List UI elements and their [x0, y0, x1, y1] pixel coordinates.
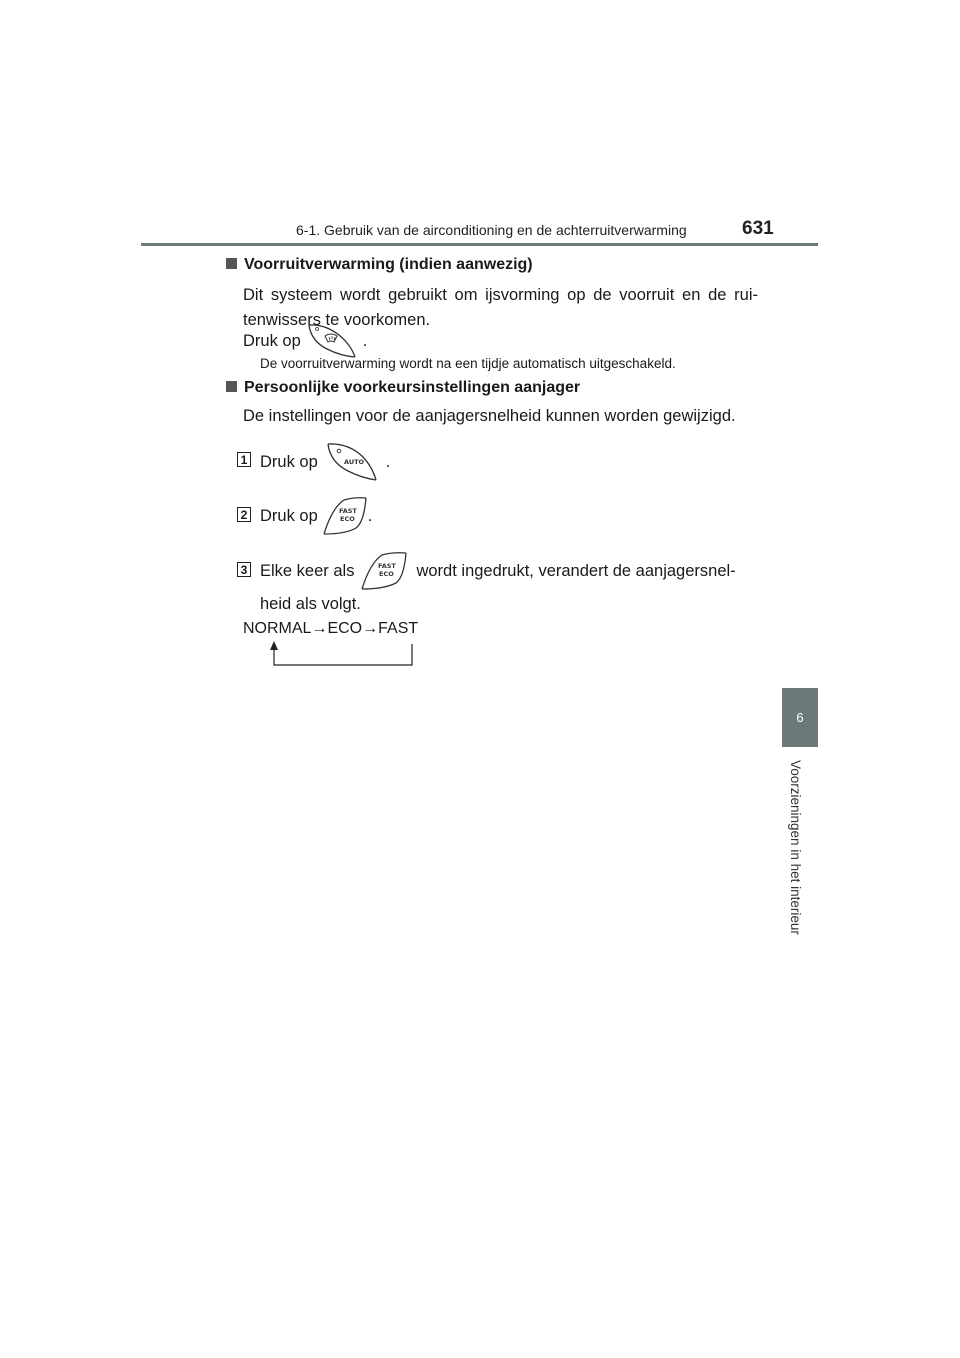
- blower-paragraph: De instellingen voor de aanjagersnelheid kunnen worden gewijzigd.: [243, 407, 736, 425]
- auto-button-icon: [324, 442, 382, 482]
- section-heading-blower: [226, 379, 580, 397]
- section-heading-text: Voorruitverwarming (indien aanwezig): [244, 256, 533, 273]
- svg-text:FAST: FAST: [378, 562, 397, 570]
- step-number-2: 2: [237, 507, 251, 522]
- step-2-text: [260, 496, 372, 536]
- defroster-note: De voorruitverwarming wordt na een tijdje automatisch uitgeschakeld.: [260, 356, 676, 371]
- step-1-text: [260, 442, 390, 482]
- page-number: 631: [742, 218, 774, 239]
- header-divider: [141, 243, 818, 246]
- instruction-text: Druk op: [243, 331, 301, 350]
- step-number-1: 1: [237, 452, 251, 467]
- chapter-tab: [782, 688, 818, 747]
- fast-eco-button-icon: [322, 496, 368, 536]
- step-number-3: 3: [237, 562, 251, 577]
- svg-text:ECO: ECO: [339, 515, 355, 523]
- svg-text:ECO: ECO: [379, 570, 395, 578]
- blower-cycle-sequence: NORMAL→ECO→FAST: [243, 620, 419, 637]
- heading-bullet-icon: [226, 381, 237, 392]
- svg-text:FAST: FAST: [338, 507, 357, 515]
- section-heading-defroster: [226, 256, 533, 274]
- fast-eco-button-icon: [360, 551, 408, 591]
- step-text-continued: wordt ingedrukt, verandert de aanjagersnel-: [416, 561, 736, 580]
- instruction-period: .: [362, 331, 368, 350]
- chapter-number: 6: [796, 710, 804, 725]
- svg-text:AUTO: AUTO: [343, 458, 364, 466]
- cycle-return-arrow: [268, 640, 418, 670]
- heading-bullet-icon: [226, 258, 237, 269]
- step-period: .: [367, 506, 373, 525]
- step-text: Druk op: [260, 506, 318, 525]
- defroster-instruction: [243, 323, 367, 359]
- paragraph-line: Dit systeem wordt gebruikt om ijsvorming op de voorruit en de rui-: [243, 286, 758, 304]
- step-3-text-line2: heid als volgt.: [260, 595, 361, 613]
- running-header-title: 6-1. Gebruik van de airconditioning en de achterruitverwarming: [296, 222, 687, 238]
- step-text: Elke keer als: [260, 561, 355, 580]
- step-3-text: [260, 551, 736, 591]
- step-period: .: [385, 452, 391, 471]
- section-heading-text: Persoonlijke voorkeursinstellingen aanjager: [244, 379, 581, 396]
- paragraph-line: tenwissers te voorkomen.: [243, 311, 431, 329]
- step-text: Druk op: [260, 452, 318, 471]
- chapter-side-label: Voorzieningen in het interieur: [788, 760, 803, 935]
- front-defroster-button-icon: [305, 323, 361, 359]
